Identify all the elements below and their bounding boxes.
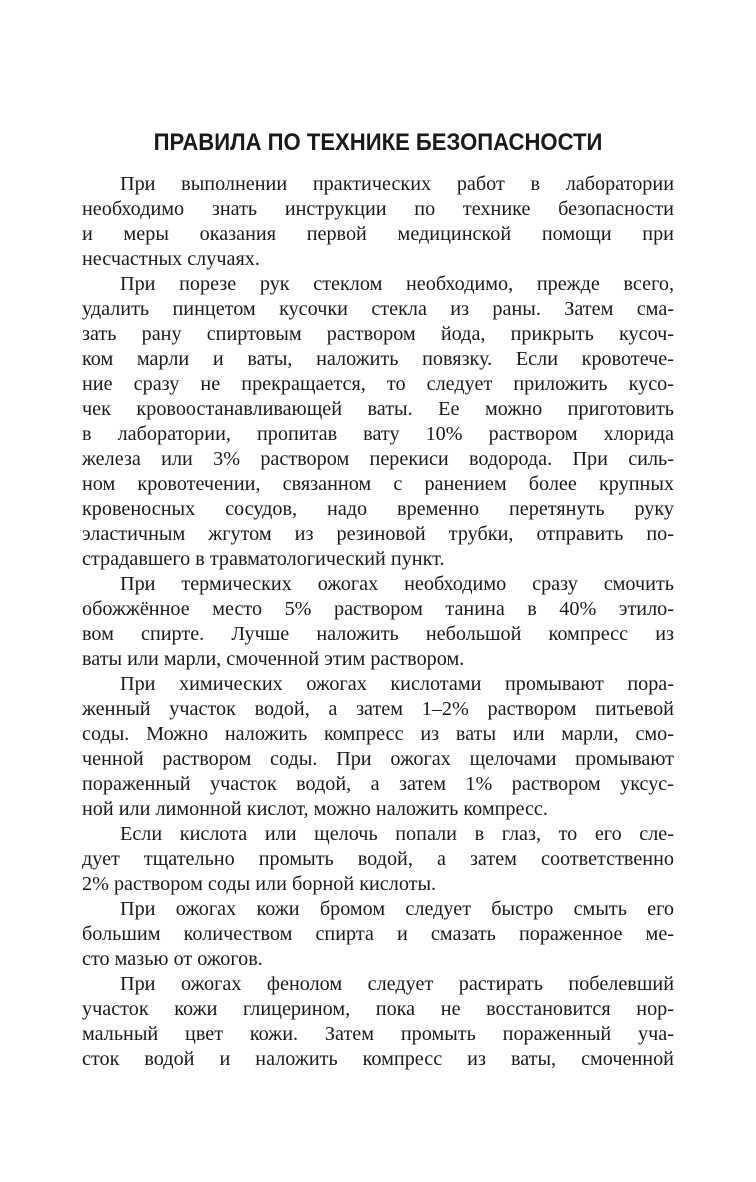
paragraph xyxy=(82,172,674,272)
page xyxy=(82,128,674,1072)
paragraph-line: вом спирте. Лучше наложить небольшой компресс из xyxy=(82,623,674,645)
paragraph xyxy=(82,972,674,1072)
paragraph-line: сток водой и наложить компресс из ваты, смоченной xyxy=(82,1048,674,1070)
page-title: ПРАВИЛА ПО ТЕХНИКЕ БЕЗОПАСНОСТИ xyxy=(153,129,603,156)
paragraph-line: 2% раствором соды или борной кислоты. xyxy=(82,873,437,895)
paragraph-line: ком марли и ваты, наложить повязку. Если кровотече- xyxy=(82,348,674,370)
paragraph xyxy=(82,572,674,672)
paragraph-line: сто мазью от ожогов. xyxy=(82,948,263,970)
paragraph xyxy=(82,822,674,897)
paragraph-line: участок кожи глицерином, пока не восстановится нор- xyxy=(82,998,674,1020)
paragraph-line: При химических ожогах кислотами промывают пора- xyxy=(120,673,674,695)
paragraph-line: несчастных случаях. xyxy=(82,248,260,270)
paragraph-line: в лаборатории, пропитав вату 10% раствором хлорида xyxy=(82,423,674,445)
paragraph-line: обожжённое место 5% раствором танина в 40% этило- xyxy=(82,598,674,620)
paragraph-line: При ожогах фенолом следует растирать побелевший xyxy=(120,973,674,995)
paragraph-line: При порезе рук стеклом необходимо, прежде всего, xyxy=(120,273,674,295)
paragraph-line: ном кровотечении, связанном с ранением более крупных xyxy=(82,473,674,495)
paragraph-line: большим количеством спирта и смазать пораженное ме- xyxy=(82,923,674,945)
paragraph-line: кровеносных сосудов, надо временно перетянуть руку xyxy=(82,498,674,520)
paragraph-line: чек кровоостанавливающей ваты. Ее можно приготовить xyxy=(82,398,674,420)
paragraph-line: ние сразу не прекращается, то следует приложить кусо- xyxy=(82,373,674,395)
paragraph-line: соды. Можно наложить компресс из ваты или марли, смо- xyxy=(82,723,674,745)
paragraph-line: ной или лимонной кислот, можно наложить компресс. xyxy=(82,798,548,820)
paragraph-line: мальный цвет кожи. Затем промыть пораженный уча- xyxy=(82,1023,674,1045)
paragraph-line: удалить пинцетом кусочки стекла из раны. Затем сма- xyxy=(82,298,674,320)
paragraph-line: При выполнении практических работ в лаборатории xyxy=(120,173,674,195)
paragraph-line: ченной раствором соды. При ожогах щелочами промывают xyxy=(82,748,674,770)
paragraph-line: женный участок водой, а затем 1–2% раствором питьевой xyxy=(82,698,674,720)
paragraph xyxy=(82,672,674,822)
paragraph-line: зать рану спиртовым раствором йода, прикрыть кусоч- xyxy=(82,323,674,345)
paragraph-line: необходимо знать инструкции по технике безопасности xyxy=(82,198,674,220)
paragraph-line: При термических ожогах необходимо сразу смочить xyxy=(120,573,674,595)
paragraph-line: железа или 3% раствором перекиси водорода. При силь- xyxy=(82,448,674,470)
paragraph-line: дует тщательно промыть водой, а затем соответственно xyxy=(82,848,674,870)
body-text xyxy=(82,172,674,1072)
paragraph-line: эластичным жгутом из резиновой трубки, отправить по- xyxy=(82,523,674,545)
paragraph-line: пораженный участок водой, а затем 1% раствором уксус- xyxy=(82,773,674,795)
paragraph-line: и меры оказания первой медицинской помощи при xyxy=(82,223,674,245)
paragraph xyxy=(82,272,674,572)
paragraph xyxy=(82,897,674,972)
paragraph-line: ваты или марли, смоченной этим раствором. xyxy=(82,648,465,670)
paragraph-line: Если кислота или щелочь попали в глаз, то его сле- xyxy=(120,823,674,845)
paragraph-line: страдавшего в травматологический пункт. xyxy=(82,548,445,570)
paragraph-line: При ожогах кожи бромом следует быстро смыть его xyxy=(120,898,674,920)
